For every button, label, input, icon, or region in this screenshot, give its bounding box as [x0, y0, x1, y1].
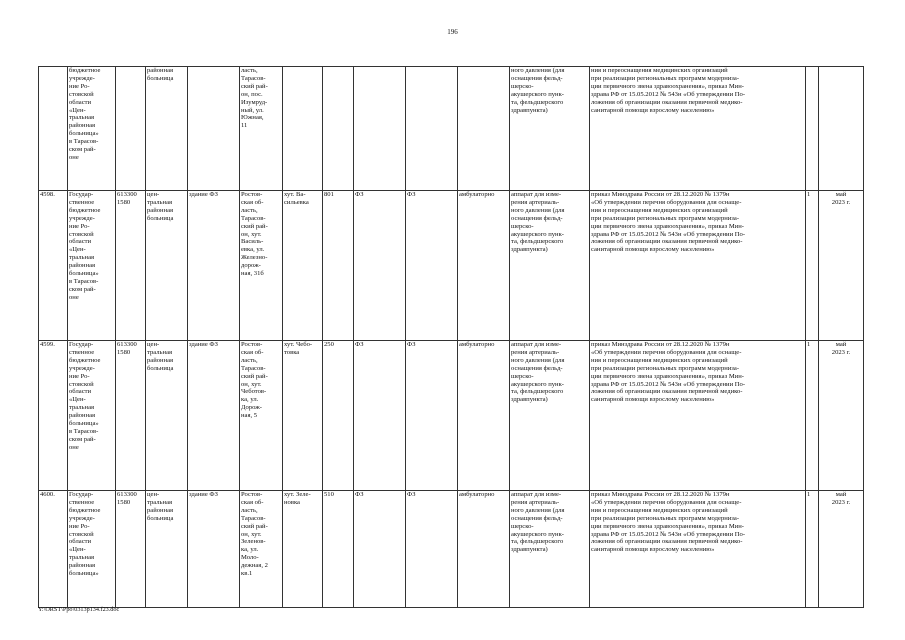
care-mode: амбулаторно: [458, 341, 510, 491]
locality: хут. Зеле- новка: [283, 491, 323, 608]
unit-subtype: ФЗ: [406, 191, 458, 341]
population: [323, 67, 354, 191]
due-date: май 2023 г.: [819, 341, 864, 491]
institution-code: 613300 1580: [116, 191, 146, 341]
population: 801: [323, 191, 354, 341]
population: 510: [323, 491, 354, 608]
building: [188, 67, 240, 191]
unit-type: ФЗ: [354, 341, 406, 491]
file-path-footer: Y:\ORST\Ppo\0313p134.f23.doc: [38, 606, 120, 613]
care-mode: [458, 67, 510, 191]
unit-type: ФЗ: [354, 491, 406, 608]
due-date: май 2023 г.: [819, 191, 864, 341]
equipment: аппарат для изме- рения артериаль- ного давления (для оснащения фельд- шерско- акушерского пунк- та, фельдшерского здравпункта): [510, 191, 590, 341]
legal-basis: ния и переоснащения медицинских организаций при реализации региональных программ модерниза- ции первичного звена здравоохранения», приказ Мин- здрава РФ от 15.05.2012 № 543н «Об утверждении По- ложения об организации оказания первичной медико- санитарной помощи взрослому населению»: [590, 67, 806, 191]
equipment: ного давления (для оснащения фельд- шерско- акушерского пунк- та, фельдшерского здравпункта): [510, 67, 590, 191]
equipment: аппарат для изме- рения артериаль- ного давления (для оснащения фельд- шерско- акушерского пунк- та, фельдшерского здравпункта): [510, 341, 590, 491]
building: здание ФЗ: [188, 341, 240, 491]
building: здание ФЗ: [188, 191, 240, 341]
institution-name: Государ- ственное бюджетное учрежде- ние Ро- стовской области «Цен- тральная районная больница» в Тарасов- ском рай- оне: [68, 341, 116, 491]
locality: хут. Ва- сильевка: [283, 191, 323, 341]
row-number: 4599.: [39, 341, 68, 491]
quantity: 1: [806, 491, 819, 608]
building: здание ФЗ: [188, 491, 240, 608]
unit-type: ФЗ: [354, 191, 406, 341]
population: 250: [323, 341, 354, 491]
unit-type: [354, 67, 406, 191]
unit-subtype: [406, 67, 458, 191]
unit-subtype: ФЗ: [406, 341, 458, 491]
institution-name: Государ- ственное бюджетное учрежде- ние Ро- стовской области «Цен- тральная районная больница»: [68, 491, 116, 608]
due-date: май 2023 г.: [819, 491, 864, 608]
address: ласть, Тарасов- ский рай- он, пос. Изумруд- ный, ул. Южная, 11: [240, 67, 283, 191]
institution-code: 613300 1580: [116, 491, 146, 608]
institution-code: 613300 1580: [116, 341, 146, 491]
facility-type: районная больница: [146, 67, 188, 191]
unit-subtype: ФЗ: [406, 491, 458, 608]
legal-basis: приказ Минздрава России от 28.12.2020 № 1379н «Об утверждении перечня оборудования для оснаще- ния и переоснащения медицинских организаций при реализации региональных программ модерниза- ции первичного звена здравоохранения», приказ Мин- здрава РФ от 15.05.2012 № 543н «Об утверждении По- ложения об организации оказания первичной медико- санитарной помощи взрослому населению»: [590, 491, 806, 608]
equipment: аппарат для изме- рения артериаль- ного давления (для оснащения фельд- шерско- акушерского пунк- та, фельдшерского здравпункта): [510, 491, 590, 608]
care-mode: амбулаторно: [458, 491, 510, 608]
legal-basis: приказ Минздрава России от 28.12.2020 № 1379н «Об утверждении перечня оборудования для оснаще- ния и переоснащения медицинских организаций при реализации региональных программ модерниза- ции первичного звена здравоохранения», приказ Мин- здрава РФ от 15.05.2012 № 543н «Об утверждении По- ложения об организации оказания первичной медико- санитарной помощи взрослому населению»: [590, 191, 806, 341]
quantity: [806, 67, 819, 191]
address: Ростов- ская об- ласть, Тарасов- ский рай- он, хут. Василь- евка, ул. Железно- дорож- ная, 31б: [240, 191, 283, 341]
row-number: 4598.: [39, 191, 68, 341]
address: Ростов- ская об- ласть, Тарасов- ский рай- он, хут. Зеленов- ка, ул. Моло- дежная, 2 кв.1: [240, 491, 283, 608]
institution-name: Государ- ственное бюджетное учрежде- ние Ро- стовской области «Цен- тральная районная больница» в Тарасов- ском рай- оне: [68, 191, 116, 341]
address: Ростов- ская об- ласть, Тарасов- ский рай- он, хут. Чеботов- ка, ул. Дорож- ная, 5: [240, 341, 283, 491]
page-number: 196: [447, 28, 458, 36]
row-number: 4600.: [39, 491, 68, 608]
facility-type: цен- тральная районная больница: [146, 341, 188, 491]
register-table: [38, 66, 864, 608]
locality: хут. Чебо- товка: [283, 341, 323, 491]
institution-code: [116, 67, 146, 191]
locality: [283, 67, 323, 191]
facility-type: цен- тральная районная больница: [146, 191, 188, 341]
table-row: [39, 491, 864, 608]
legal-basis: приказ Минздрава России от 28.12.2020 № 1379н «Об утверждении перечня оборудования для оснаще- ния и переоснащения медицинских организаций при реализации региональных программ модерниза- ции первичного звена здравоохранения», приказ Мин- здрава РФ от 15.05.2012 № 543н «Об утверждении По- ложения об организации оказания первичной медико- санитарной помощи взрослому населению»: [590, 341, 806, 491]
facility-type: цен- тральная районная больница: [146, 491, 188, 608]
quantity: 1: [806, 341, 819, 491]
row-number: [39, 67, 68, 191]
care-mode: амбулаторно: [458, 191, 510, 341]
table-row: [39, 341, 864, 491]
table-row: [39, 67, 864, 191]
due-date: [819, 67, 864, 191]
quantity: 1: [806, 191, 819, 341]
table-row: [39, 191, 864, 341]
institution-name: бюджетное учрежде- ние Ро- стовской области «Цен- тральная районная больница» в Тарасов- ском рай- оне: [68, 67, 116, 191]
